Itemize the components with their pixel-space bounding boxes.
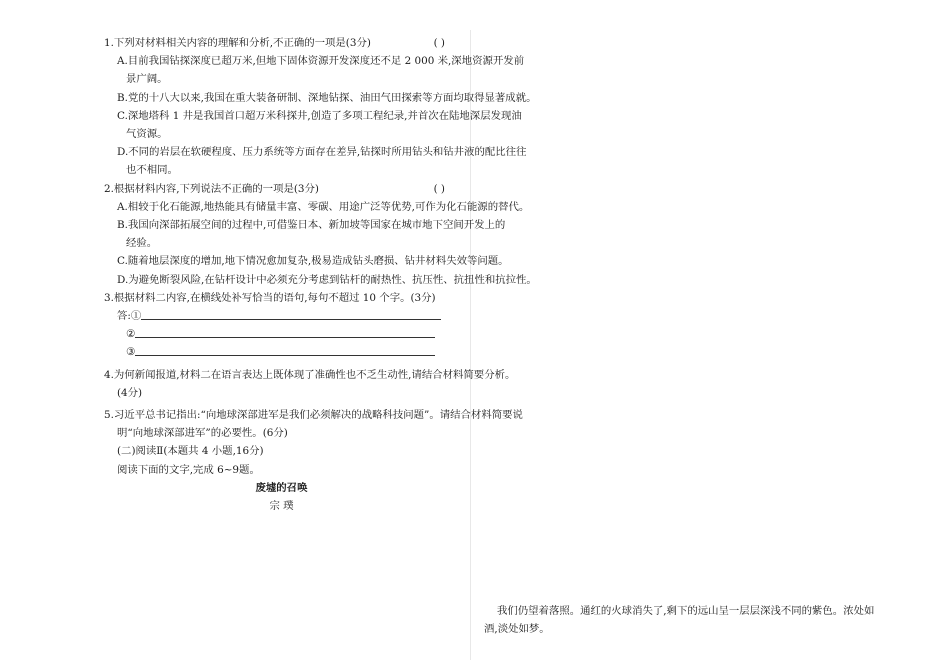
left-line [104, 107, 522, 125]
line-text: 5.习近平总书记指出:“向地球深部进军是我们必须解决的战略科技问题”。请结合材料简要说 [104, 409, 523, 422]
line-text: 也不相同。 [126, 164, 178, 177]
left-line [104, 271, 537, 289]
answer-blank[interactable] [141, 309, 441, 320]
line-text: D.为避免断裂风险,在钻杆设计中必须充分考虑到钻杆的耐热性、抗压性、抗扭性和抗拉性。 [117, 273, 537, 286]
line-text: ③ [126, 346, 136, 359]
answer-parentheses: ( ) [433, 182, 445, 195]
line-text: D.不同的岩层在软硬程度、压力系统等方面存在差异,钻探时所用钻头和钻井液的配比往往 [117, 146, 527, 159]
left-line [104, 497, 459, 515]
left-line [104, 307, 459, 325]
line-text: C.随着地层深度的增加,地下情况愈加复杂,极易造成钻头磨损、钻井材料失效等问题。 [117, 255, 509, 268]
line-text: 2.根据材料内容,下列说法不正确的一项是(3分) [104, 182, 319, 195]
line-text: ② [126, 328, 136, 341]
left-line [104, 384, 459, 402]
left-line [104, 325, 459, 343]
left-line [104, 366, 516, 384]
left-line [104, 52, 525, 70]
left-line [104, 424, 459, 442]
line-text: 宗 璞 [269, 500, 294, 513]
left-line [104, 125, 459, 143]
left-column [104, 34, 537, 515]
line-text: (二)阅读Ⅱ(本题共 4 小题,16分) [117, 445, 264, 458]
left-line [104, 289, 459, 307]
left-line [104, 479, 459, 497]
left-line [104, 252, 509, 270]
line-text: 明“向地球深部进军”的必要性。(6分) [117, 427, 288, 440]
line-text: 气资源。 [126, 128, 168, 141]
answer-blank[interactable] [135, 327, 435, 338]
line-text: 废墟的召唤 [255, 481, 308, 494]
left-line [104, 34, 459, 52]
line-text: 经验。 [126, 237, 158, 250]
left-line [104, 234, 459, 252]
line-text: B.我国向深部拓展空间的过程中,可借鉴日本、新加坡等国家在城市地下空间开发上的 [117, 219, 506, 232]
line-text: 阅读下面的文字,完成 6~9题。 [117, 463, 260, 476]
left-line [104, 143, 527, 161]
line-text: A.目前我国钻探深度已超万米,但地下固体资源开发深度还不足 2 000 米,深地资源开发前 [117, 55, 525, 68]
line-text: 景广阔。 [126, 73, 168, 86]
line-text: B.党的十八大以来,我国在重大装备研制、深地钻探、油田气田探索等方面均取得显著成就。 [117, 91, 537, 104]
line-text: 1.下列对材料相关内容的理解和分析,不正确的一项是(3分) [104, 37, 371, 49]
left-line [104, 70, 459, 88]
line-text: 我们仍望着落照。通红的火球消失了,剩下的远山呈一层层深浅不同的紫色。浓处如 [497, 605, 875, 617]
line-text: A.相较于化石能源,地热能具有储量丰富、零碳、用途广泛等优势,可作为化石能源的替代。 [117, 200, 530, 213]
left-line [104, 216, 506, 234]
line-text: C.深地塔科 1 井是我国首口超万米科探井,创造了多项工程纪录,并首次在陆地深层发现油 [117, 109, 522, 122]
left-line [104, 406, 523, 424]
answer-parentheses: ( ) [433, 37, 445, 49]
right-column [484, 602, 875, 638]
line-text: 酒,淡处如梦。 [484, 623, 550, 636]
left-line [104, 198, 530, 216]
line-text: (4分) [117, 386, 143, 399]
left-line [104, 161, 459, 179]
line-text: 3.根据材料二内容,在横线处补写恰当的语句,每句不超过 10 个字。(3分) [104, 291, 436, 304]
right-line [484, 620, 832, 638]
left-line [104, 442, 459, 460]
left-line [104, 180, 459, 198]
left-line [104, 461, 459, 479]
line-text: 答:① [117, 310, 142, 323]
left-line [104, 89, 537, 107]
answer-blank[interactable] [135, 345, 435, 356]
line-text: 4.为何新闻报道,材料二在语言表达上既体现了准确性也不乏生动性,请结合材料简要分析。 [104, 368, 516, 381]
left-line [104, 343, 459, 361]
right-line [484, 602, 875, 620]
